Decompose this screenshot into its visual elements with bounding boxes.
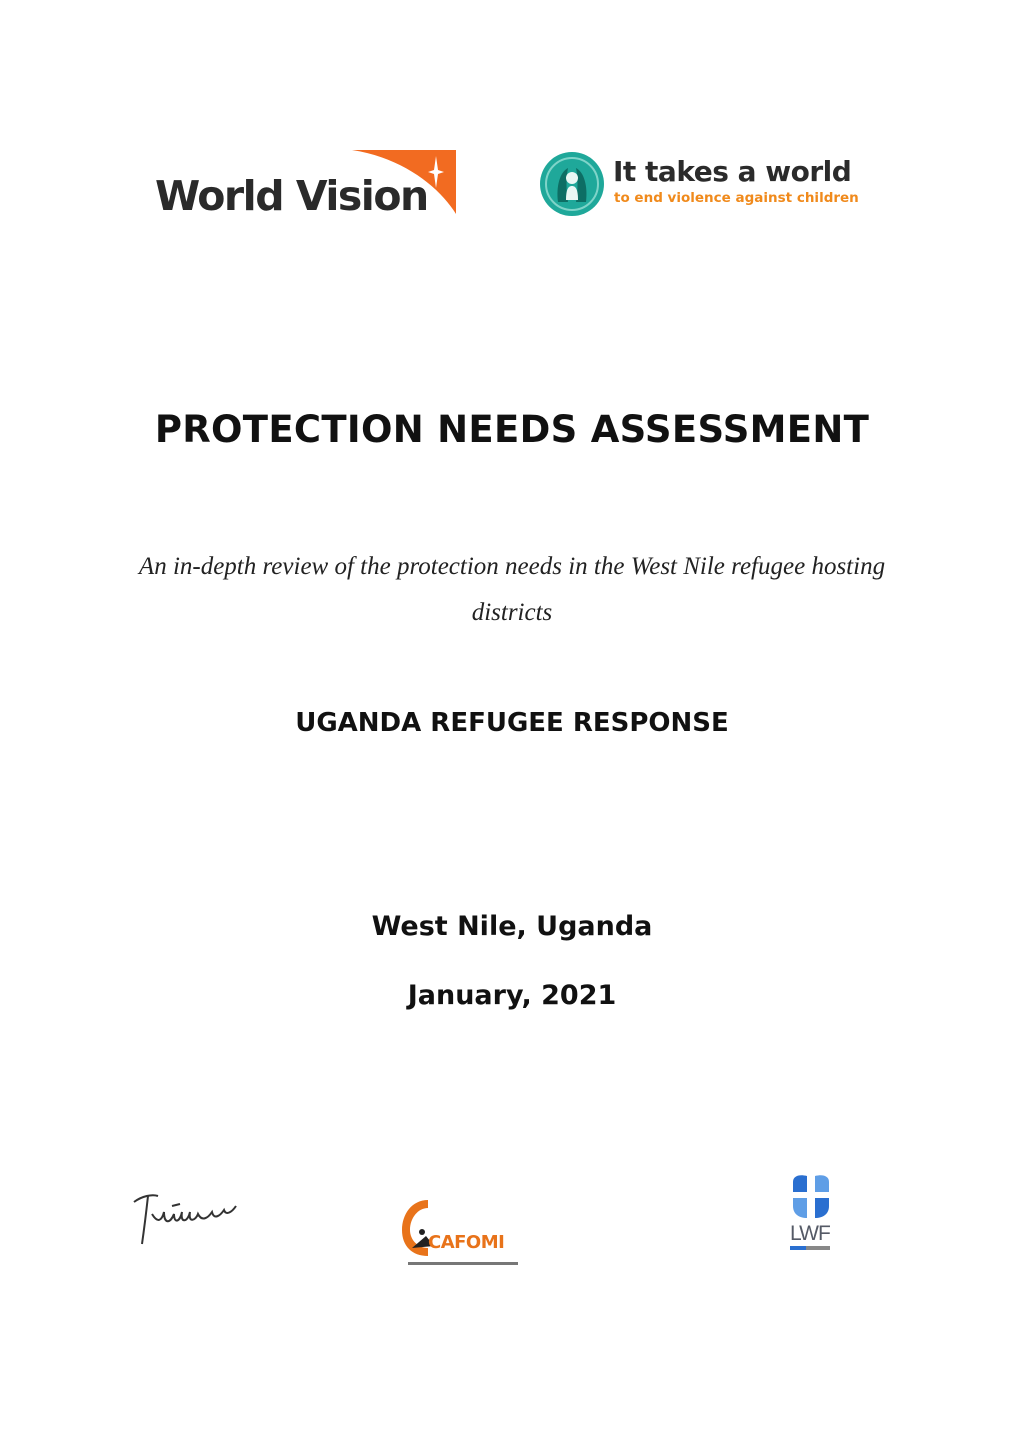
lwf-logo bbox=[786, 1172, 836, 1258]
tutapona-signature-icon bbox=[128, 1184, 238, 1250]
document-date: January, 2021 bbox=[407, 980, 617, 1011]
it-takes-a-world-title: It takes a world bbox=[613, 155, 852, 188]
lwf-wordmark: LWF bbox=[790, 1222, 830, 1245]
world-vision-wordmark: World Vision bbox=[155, 172, 428, 220]
it-takes-a-world-tagline: to end violence against children bbox=[614, 190, 859, 206]
cafomi-wordmark: CAFOMI bbox=[428, 1232, 505, 1253]
it-takes-a-world-logo bbox=[538, 150, 868, 220]
document-subtitle: An in-depth review of the protection needs in the West Nile refugee hosting districts bbox=[138, 553, 886, 626]
tutapona-logo bbox=[128, 1184, 238, 1250]
lwf-cross-icon bbox=[789, 1172, 833, 1220]
lwf-tagline-bar bbox=[790, 1246, 830, 1250]
document-title: PROTECTION NEEDS ASSESSMENT bbox=[154, 408, 870, 451]
world-vision-star-icon bbox=[352, 148, 460, 216]
cafomi-logo bbox=[398, 1194, 528, 1270]
family-emblem-icon bbox=[538, 150, 606, 218]
section-title: UGANDA REFUGEE RESPONSE bbox=[295, 708, 729, 738]
world-vision-logo bbox=[152, 148, 462, 218]
document-location: West Nile, Uganda bbox=[371, 911, 653, 942]
